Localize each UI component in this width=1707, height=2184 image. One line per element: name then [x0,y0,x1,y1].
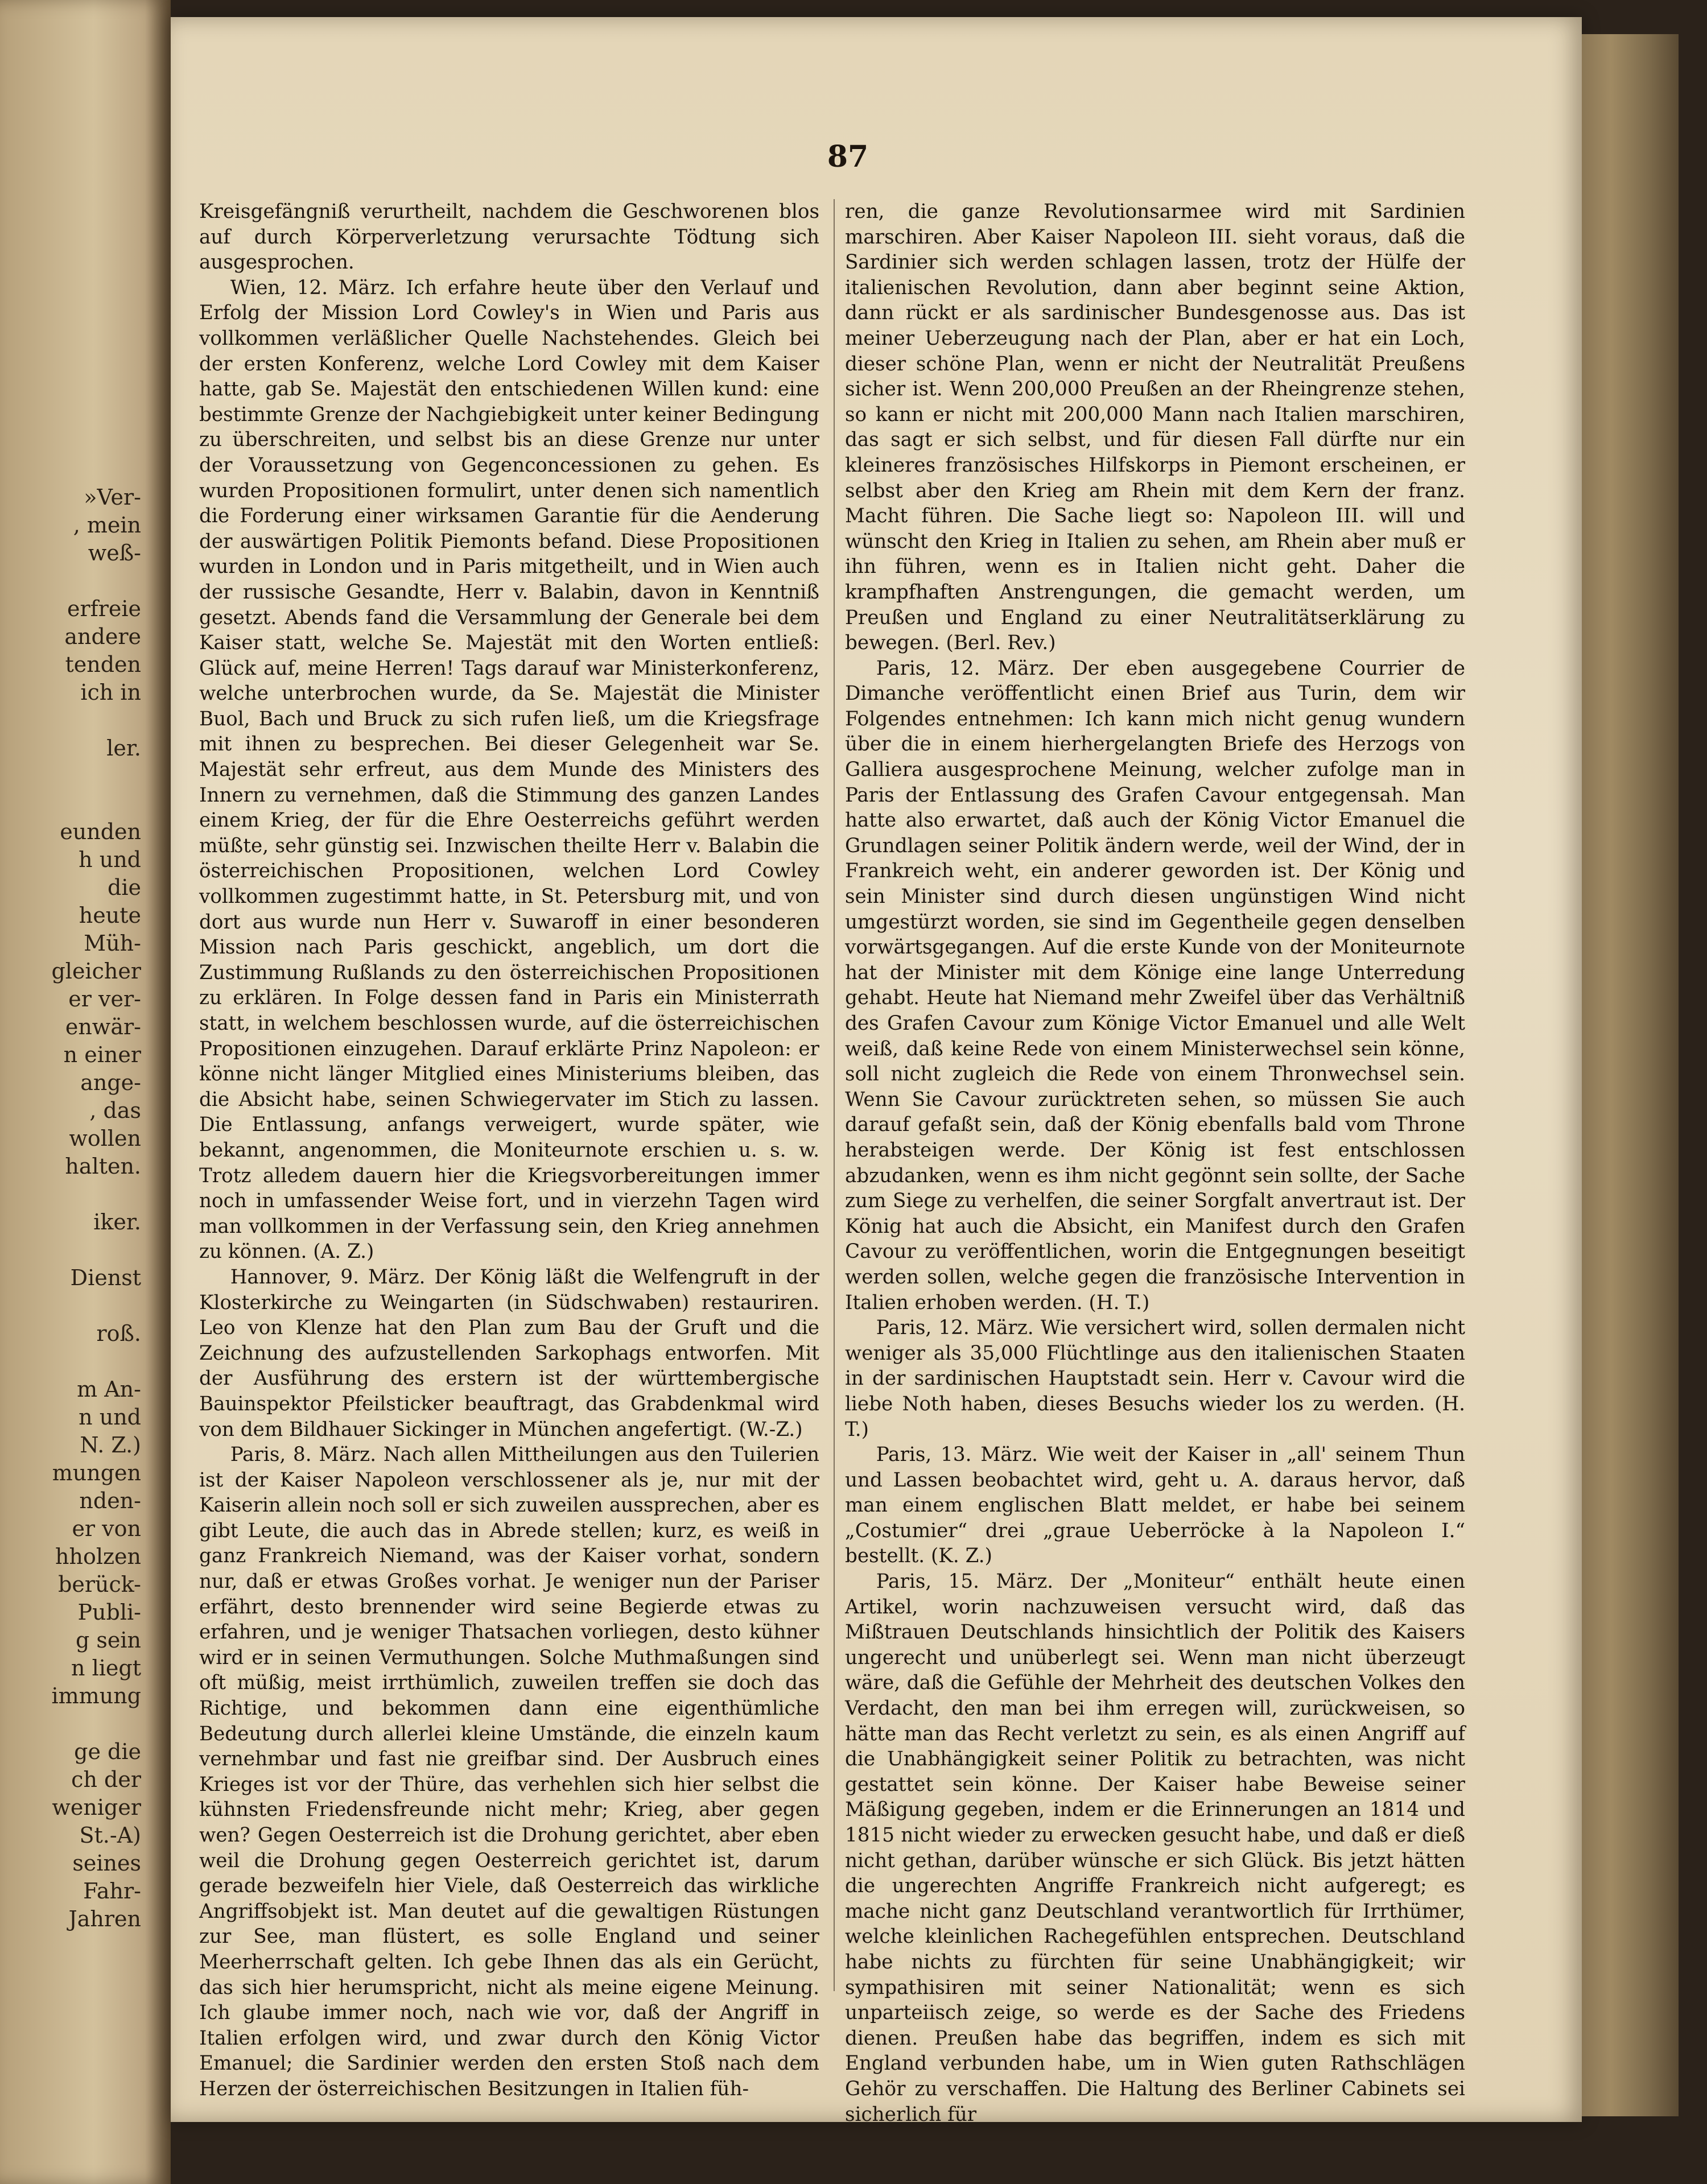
left-page-fragment-line: g sein [75,1628,141,1653]
left-page-fragment-line [5,567,141,595]
left-page-fragment-line: »Ver- [84,485,141,510]
left-page-fragment-line: heute [79,903,141,928]
paragraph: Paris, 12. März. Wie versichert wird, sollen dermalen nicht weniger als 35,000 Flüchtlinge aus den italienischen Staaten in der sardinischen Hauptstadt sein. Herr v. Cavour wird die liebe Noth haben, dieses Besuchs wieder los zu werden. (H. T.) [845,1316,1465,1441]
left-page-fragment-line: Dienst [70,1265,141,1290]
left-page-fragment-line: Müh- [84,931,141,956]
paragraph: ren, die ganze Revolutionsarmee wird mit Sardinien marschiren. Aber Kaiser Napoleon III. sieht voraus, daß die Sardinier sich werden schlagen lassen, trotz der Hülfe der italienischen Revolution, dann aber beginnt seine Aktion, dann rückt er als sardinischer Bundesgenosse aus. Das ist meiner Ueberzeugung nach der Plan, aber er hat ein Loch, dieser schöne Plan, wenn er nicht der Neutralität Preußens sicher ist. Wenn 200,000 Preußen an der Rheingrenze stehen, so kann er nicht mit 200,000 Mann nach Italien marschiren, das sagt er sich selbst, und für diesen Fall dürfte nur ein kleineres französisches Hilfskorps in Piemont erscheinen, er selbst aber den Krieg am Rhein mit dem Kern der franz. Macht führen. Die Sache liegt so: Napoleon III. will und wünscht den Krieg in Italien zu sehen, am Rhein aber muß er ihn führen, wenn es in Italien nicht geht. Daher die krampfhaften Anstrengungen, die gemacht werden, um Preußen und England zu einer Neutralitätserklärung zu bewegen. (Berl. Rev.) [845,200,1465,655]
left-page-fragment-line: n liegt [71,1655,141,1681]
left-page-fragment-line: immung [51,1683,141,1708]
left-page-fragment-line: seines [72,1851,141,1876]
left-page-fragment-line [5,762,141,790]
paragraph: Kreisgefängniß verurtheilt, nachdem die Geschworenen blos auf durch Körperverletzung verursachte Tödtung sich ausgesprochen. [199,200,819,274]
left-page-fragment-line: Fahr- [83,1879,141,1904]
left-page-fragment-line: m An- [77,1377,141,1402]
page-number: 87 [827,139,869,174]
left-page-fragment-line: Publi- [77,1600,141,1625]
paragraph: Paris, 15. März. Der „Moniteur“ enthält heute einen Artikel, worin nachzuweisen versucht wird, daß das Mißtrauen Deutschlands hinsichtlich der Politik des Kaisers ungerecht und unüberlegt sei. Wenn man nicht überzeugt wäre, daß die Gefühle der Mehrheit des deutschen Volkes den Verdacht, den man bei ihm erregen will, zurückweisen, so hätte man das Recht verletzt zu sein, es als einen Angriff auf die Unabhängigkeit seiner Politik zu betrachten, was nicht gestattet sein könne. Der Kaiser habe Beweise seiner Mäßigung gegeben, indem er die Erinnerungen an 1814 und 1815 nicht wieder zu erwecken gesucht habe, und daß er dieß nicht gethan, darüber wünsche er sich Glück. Bis jetzt hätten die ungerechten Angriffe Frankreich nicht aufgeregt; es mache nicht ganz Deutschland verantwortlich für Irrthümer, welche kleinlichen Rachegefühlen entsprechen. Deutschland habe nichts zu fürchten für seine Unabhängigkeit; wir sympathisiren mit seiner Nationalität; wenn es sich unparteiisch zeige, so werde es der Sache des Friedens dienen. Preußen habe das begriffen, indem es sich mit England verbunden habe, um in Wien guten Rathschlägen Gehör zu verschaffen. Die Haltung des Berliner Cabinets sei sicherlich für [845,1570,1465,2126]
left-page-fragment-line: St.-A) [79,1823,141,1848]
left-page-fragment-line [5,1348,141,1376]
left-page-fragment-line: ange- [80,1070,141,1095]
left-page-fragment-line: weß- [88,540,141,565]
left-page-fragments [5,484,141,1933]
page-stack-edge [1582,34,1679,2116]
left-page-fragment-line: ler. [106,736,141,761]
text-column-right [845,199,1465,2127]
left-page-fragment-line: wollen [69,1126,141,1151]
left-page-fragment-line: weniger [52,1795,141,1820]
left-page-edge [0,0,171,2184]
left-page-fragment-line: erfreie [67,596,141,621]
left-page-fragment-line [5,1292,141,1320]
left-page-fragment-line [5,1236,141,1264]
left-page-fragment-line: halten. [65,1154,141,1179]
left-page-fragment-line: roß. [96,1321,141,1346]
left-page-fragment-line: , mein [73,513,141,538]
left-page-fragment-line: ich in [80,680,141,705]
left-page-fragment-line: Jahren [68,1906,141,1931]
left-page-fragment-line: er ver- [68,986,141,1012]
paragraph: Hannover, 9. März. Der König läßt die Welfengruft in der Klosterkirche zu Weingarten (in Südschwaben) restauriren. Leo von Klenze hat den Plan zum Bau der Gruft und die Zeichnung des aufzustellenden Sarkophags entworfen. Mit der Ausführung des erstern ist der württembergische Bauinspektor Pfeilsticker beauftragt, das Grabdenkmal wird von dem Bildhauer Sickinger in München angefertigt. (W.-Z.) [199,1265,819,1441]
left-page-fragment-line: mungen [52,1460,141,1485]
left-page-fragment-line: N. Z.) [80,1432,141,1458]
paragraph: Paris, 12. März. Der eben ausgegebene Courrier de Dimanche veröffentlicht einen Brief aus Turin, dem wir Folgendes entnehmen: Ich kann mich nicht genug wundern über die in einem hierhergelangten Briefe des Herzogs von Galliera ausgesprochene Meinung, welcher zufolge man in Paris der Entlassung des Grafen Cavour entgegensah. Man hatte also erwartet, daß auch der König Victor Emanuel die Grundlagen seiner Politik ändern werde, weil der Wind, der in Frankreich weht, ein anderer geworden ist. Der König und sein Minister sind durch diesen ungünstigen Wind nicht umgestürzt worden, sie sind im Gegentheile gegen denselben vorwärtsgegangen. Auf die erste Kunde von der Moniteurnote hat der Minister mit dem Könige eine lange Unterredung gehabt. Heute hat Niemand mehr Zweifel über das Verhältniß des Grafen Cavour zum Könige Victor Emanuel und alle Welt weiß, daß keine Rede von einem Ministerwechsel sein könne, soll nicht zugleich die Rede von einem Thronwechsel sein. Wenn Sie Cavour zurücktreten sehen, so müssen Sie auch darauf gefaßt sein, daß der König ebenfalls bald vom Throne herabsteigen werde. Der König ist fest entschlossen abzudanken, wenn es ihm nicht gegönnt sein sollte, der Sache zum Siege zu verhelfen, die seiner Sorgfalt anvertraut ist. Der König hat auch die Absicht, ein Manifest durch den Grafen Cavour zu veröffentlichen, worin die Entgegnungen beseitigt werden sollen, welche gegen die französische Intervention in Italien erhoben werden. (H. T.) [845,657,1465,1314]
left-page-fragment-line [5,790,141,818]
paragraph: Paris, 13. März. Wie weit der Kaiser in „all' seinem Thun und Lassen beobachtet wird, geht u. A. daraus hervor, daß man einem englischen Blatt meldet, er habe bei seinem „Costumier“ drei „graue Ueberröcke à la Napoleon I.“ bestellt. (K. Z.) [845,1443,1465,1568]
left-page-fragment-line: , das [89,1098,141,1123]
left-page-fragment-line [5,707,141,734]
left-page-fragment-line: ge die [74,1739,141,1764]
left-page-fragment-line: eunden [60,819,141,844]
left-page-fragment-line: tenden [65,652,141,677]
left-page-fragment-line: h und [79,847,141,872]
left-page-fragment-line [5,1180,141,1208]
left-page-fragment-line: er von [72,1516,141,1541]
paragraph: Paris, 8. März. Nach allen Mittheilungen aus den Tuilerien ist der Kaiser Napoleon verschlossener als je, nur mit der Kaiserin allein noch soll er sich zuweilen aussprechen, aber es gibt Leute, die auch das in Abrede stellen; kurz, es weiß in ganz Frankreich Niemand, was der Kaiser vorhat, sondern nur, daß er etwas Großes vorhat. Je weniger nun der Pariser erfährt, desto brennender wird seine Begierde etwas zu erfahren, und je weniger Thatsachen vorliegen, desto kühner wird er in seinen Vermuthungen. Solche Muthmaßungen sind oft müßig, meist irrthümlich, zuweilen treffen sie doch das Richtige, und bekommen dann eine eigenthümliche Bedeutung durch allerlei kleine Umstände, die einzeln kaum vernehmbar und fast nie greifbar sind. Der Ausbruch eines Krieges ist vor der Thüre, das verhehlen sich hier selbst die kühnsten Friedensfreunde nicht mehr; Krieg, aber gegen wen? Gegen Oesterreich ist die Drohung gerichtet, aber eben weil die Drohung gegen Oesterreich gerichtet ist, darum gerade bezweifeln hier Viele, daß Oesterreich das wirkliche Angriffsobjekt ist. Man deutet auf die gewaltigen Rüstungen zur See, man flüstert, es solle England und seiner Meerherrschaft gelten. Ich gebe Ihnen das als ein Gerücht, das sich hier herumspricht, nicht als meine eigene Meinung. Ich glaube immer noch, nach wie vor, daß der Angriff in Italien erfolgen wird, und zwar durch den König Victor Emanuel; die Sardinier werden den ersten Stoß nach dem Herzen der österreichischen Besitzungen in Italien füh- [199,1443,819,2100]
left-page-fragment-line: berück- [58,1572,141,1597]
left-page-fragment-line: n einer [63,1042,141,1067]
left-page-fragment-line: gleicher [51,959,141,984]
left-page-fragment-line: iker. [93,1209,141,1235]
left-page-fragment-line: hholzen [55,1544,141,1569]
left-page-fragment-line: andere [64,624,141,649]
text-column-left [199,199,819,2102]
left-page-fragment-line: nden- [79,1488,141,1513]
paragraph: Wien, 12. März. Ich erfahre heute über den Verlauf und Erfolg der Mission Lord Cowley's in Wien und Paris aus vollkommen verläßlicher Quelle Nachstehendes. Gleich bei der ersten Konferenz, welche Lord Cowley mit dem Kaiser hatte, gab Se. Majestät den entschiedenen Willen kund: eine bestimmte Grenze der Nachgiebigkeit unter keiner Bedingung zu überschreiten, und selbst bis an diese Grenze nur unter der Voraussetzung von Gegenconcessionen zu gehen. Es wurden Propositionen formulirt, unter denen sich namentlich die Forderung einer wirksamen Garantie für die Aenderung der auswärtigen Politik Piemonts befand. Diese Propositionen wurden in London und in Paris mitgetheilt, und in Wien auch der russische Gesandte, Herr v. Balabin, davon in Kenntniß gesetzt. Abends fand die Versammlung der Generale bei dem Kaiser statt, welche Se. Majestät mit den Worten entließ: Glück auf, meine Herren! Tags darauf war Ministerkonferenz, welche unterbrochen wurde, da Se. Majestät die Minister Buol, Bach und Bruck zu sich rufen ließ, um die Kriegsfrage mit ihnen zu besprechen. Bei dieser Gelegenheit war Se. Majestät sehr erfreut, aus dem Munde des Ministers des Innern zu vernehmen, daß die Stimmung des ganzen Landes einem Krieg, der für die Ehre Oesterreichs geführt werden müßte, sehr günstig sei. Inzwischen theilte Herr v. Balabin die österreichischen Propositionen, welchen Lord Cowley vollkommen zugestimmt hatte, in St. Petersburg mit, und von dort aus wurde nun Herr v. Suwaroff in einer besonderen Mission nach Paris geschickt, angeblich, um dort die Zustimmung Rußlands zu den österreichischen Propositionen zu erklären. In Folge dessen fand in Paris ein Ministerrath statt, in welchem beschlossen wurde, auf die österreichischen Propositionen einzugehen. Darauf erklärte Prinz Napoleon: er könne nicht länger Mitglied eines Ministeriums bleiben, das die Absicht habe, seinen Schwiegervater im Stich zu lassen. Die Entlassung, anfangs verweigert, wurde später, wie bekannt, angenommen, die Moniteurnote erschien u. s. w. Trotz alledem dauern hier die Kriegsvorbereitungen immer noch in umfassender Weise fort, und in vierzehn Tagen wird man vollkommen in der Verfassung sein, den Krieg annehmen zu können. (A. Z.) [199,276,819,1264]
left-page-fragment-line: n und [79,1405,141,1430]
column-divider [834,199,835,1991]
left-page-fragment-line [5,1710,141,1738]
left-page-fragment-line: die [108,875,141,900]
left-page-fragment-line: ch der [71,1767,141,1792]
left-page-fragment-line: enwär- [65,1014,141,1039]
